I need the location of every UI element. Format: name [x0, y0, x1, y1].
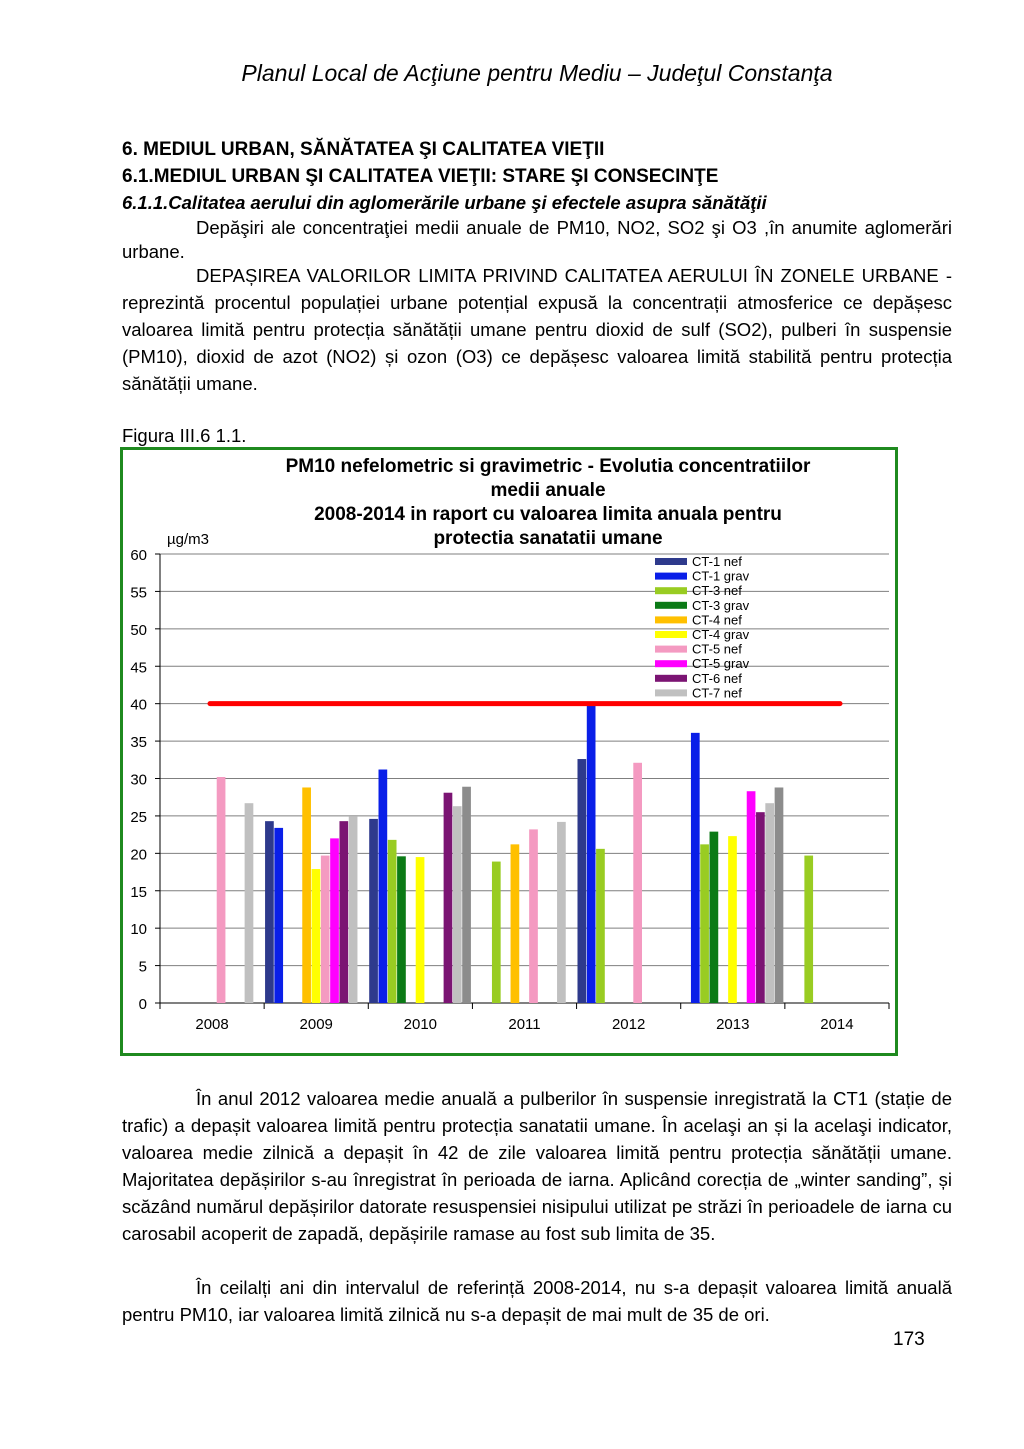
y-axis-unit: µg/m3	[167, 531, 209, 548]
bar	[700, 844, 709, 1003]
bar	[577, 759, 586, 1003]
legend-label: CT-3 nef	[692, 583, 742, 599]
bar	[728, 836, 737, 1003]
y-tick-label: 0	[138, 996, 147, 1013]
bar	[453, 806, 462, 1003]
legend-swatch	[655, 675, 687, 682]
legend-label: CT-3 grav	[692, 597, 750, 613]
x-tick-label: 2011	[508, 1016, 541, 1033]
x-tick-label: 2012	[611, 1016, 646, 1033]
bar	[369, 819, 378, 1003]
y-tick-label: 10	[130, 921, 147, 939]
intro-paragraph: Depăşiri ale concentraţiei medii anuale de PM10, NO2, SO2 şi O3 ,în anumite aglomerări urbane.	[122, 217, 952, 262]
y-tick-label: 55	[130, 584, 147, 602]
x-tick-label: 2013	[716, 1016, 750, 1033]
legend-swatch	[655, 646, 687, 653]
bar	[217, 777, 226, 1003]
legend-swatch	[655, 631, 687, 638]
bar	[596, 849, 605, 1003]
bar	[747, 791, 756, 1003]
conclusion-paragraph: În ceilalți ani din intervalul de referință 2008-2014, nu s-a depașit valoarea limită anuală pentru PM10, iar valoarea limită zilnică nu s-a depașit de mai mult de 35 de ori.	[122, 1277, 952, 1325]
legend-label: CT-4 grav	[692, 627, 750, 642]
y-tick-label: 5	[138, 958, 147, 976]
legend-label: CT-1 grav	[692, 568, 750, 584]
bar	[312, 869, 321, 1003]
bar	[511, 844, 520, 1003]
y-tick-label: 30	[130, 771, 147, 789]
legend-label: CT-6 nef	[692, 670, 742, 686]
bar	[765, 803, 774, 1003]
chart-frame	[120, 447, 898, 1056]
x-tick-label: 2009	[299, 1016, 333, 1033]
subsubsection-heading: 6.1.1.Calitatea aerului din aglomerările urbane şi efectele asupra sănătăţii	[122, 192, 767, 213]
definition-paragraph: DEPAȘIREA VALORILOR LIMITA PRIVIND CALITATEA AERULUI ÎN ZONELE URBANE - reprezintă procentul populației urbane potențial expusă la concentrații atmosferice ce depășesc valoarea limită pentru protecția sănătății umane pentru dioxid de sulf (SO2), pulberi în suspensie (PM10), dioxid de azot (NO2) și ozon (O3) ce depășesc valoarea limită stabilită pentru protecția sănătății umane.	[122, 265, 952, 394]
bar	[388, 840, 397, 1003]
y-tick-label: 15	[130, 883, 147, 901]
bar	[756, 812, 765, 1003]
bar	[557, 822, 566, 1003]
bar	[710, 832, 719, 1003]
legend-swatch	[655, 660, 687, 667]
bar	[274, 828, 283, 1003]
legend-swatch	[655, 587, 687, 594]
y-tick-label: 35	[130, 734, 147, 752]
legend-swatch	[655, 573, 687, 580]
bar	[245, 803, 254, 1003]
bar	[462, 787, 471, 1003]
analysis-paragraph: În anul 2012 valoarea medie anuală a pulberilor în suspensie inregistrată la CT1 (stație de trafic) a depașit valoarea limită pentru protecția sanatatii umane. În acelaşi an și la acelaşi indicator, valoarea medie zilnică a depașit în 42 de zile valoarea limită pentru protecția sănătății umane. Majoritatea depășirilor s-au înregistrat în perioada de iarna. Aplicând corecția de „winter sanding”, și scăzând numărul depășirilor datorate resuspensiei nisipului utilizat pe străzi în perioadele de iarna cu carosabil acoperit de zapadă, depășirile ramase au fost sub limita de 35.	[122, 1088, 952, 1244]
legend-label: CT-5 grav	[692, 656, 750, 672]
legend-swatch	[655, 689, 687, 696]
bar	[691, 733, 700, 1003]
bar	[339, 821, 348, 1003]
chart-title-line: medii anuale	[490, 480, 606, 501]
legend-label: CT-4 nef	[692, 612, 742, 628]
subsection-heading: 6.1.MEDIUL URBAN ŞI CALITATEA VIEŢII: STARE ŞI CONSECINŢE	[122, 166, 719, 187]
bar	[492, 862, 501, 1003]
y-tick-label: 25	[130, 808, 147, 826]
legend-label: CT-7 nef	[692, 685, 742, 701]
bar	[330, 838, 339, 1003]
bar	[379, 770, 388, 1003]
x-tick-label: 2014	[820, 1016, 854, 1033]
figure-label: Figura III.6 1.1.	[122, 425, 247, 446]
pm10-chart	[123, 450, 895, 1053]
bar	[416, 857, 425, 1003]
y-tick-label: 45	[130, 659, 147, 677]
bar	[804, 856, 813, 1003]
bar	[633, 763, 642, 1003]
legend-swatch	[655, 558, 687, 565]
bar	[775, 787, 784, 1003]
y-tick-label: 20	[130, 846, 147, 864]
y-tick-label: 50	[130, 621, 147, 639]
bar	[529, 829, 538, 1003]
x-tick-label: 2008	[195, 1016, 229, 1033]
bar	[265, 821, 274, 1003]
bar	[349, 817, 358, 1003]
legend-label: CT-5 nef	[692, 641, 742, 657]
legend-swatch	[655, 602, 687, 609]
bar	[444, 793, 453, 1003]
y-tick-label: 60	[130, 547, 147, 564]
bar	[302, 787, 311, 1003]
bar	[321, 856, 330, 1003]
page-header: Planul Local de Acţiune pentru Mediu – Judeţul Constanţa	[241, 60, 833, 86]
section-heading: 6. MEDIUL URBAN, SĂNĂTATEA ŞI CALITATEA VIEŢII	[122, 139, 605, 160]
x-tick-label: 2010	[403, 1016, 438, 1033]
chart-title-line: PM10 nefelometric si gravimetric - Evolutia concentratiilor	[285, 456, 811, 477]
page-number: 173	[893, 1329, 925, 1350]
legend-label: CT-1 nef	[692, 554, 742, 569]
legend-swatch	[655, 616, 687, 623]
y-tick-label: 40	[130, 696, 147, 714]
chart-title-line: protectia sanatatii umane	[433, 528, 663, 549]
chart-title-line: 2008-2014 in raport cu valoarea limita anuala pentru	[314, 504, 782, 525]
bar	[587, 704, 596, 1003]
bar	[397, 856, 406, 1003]
